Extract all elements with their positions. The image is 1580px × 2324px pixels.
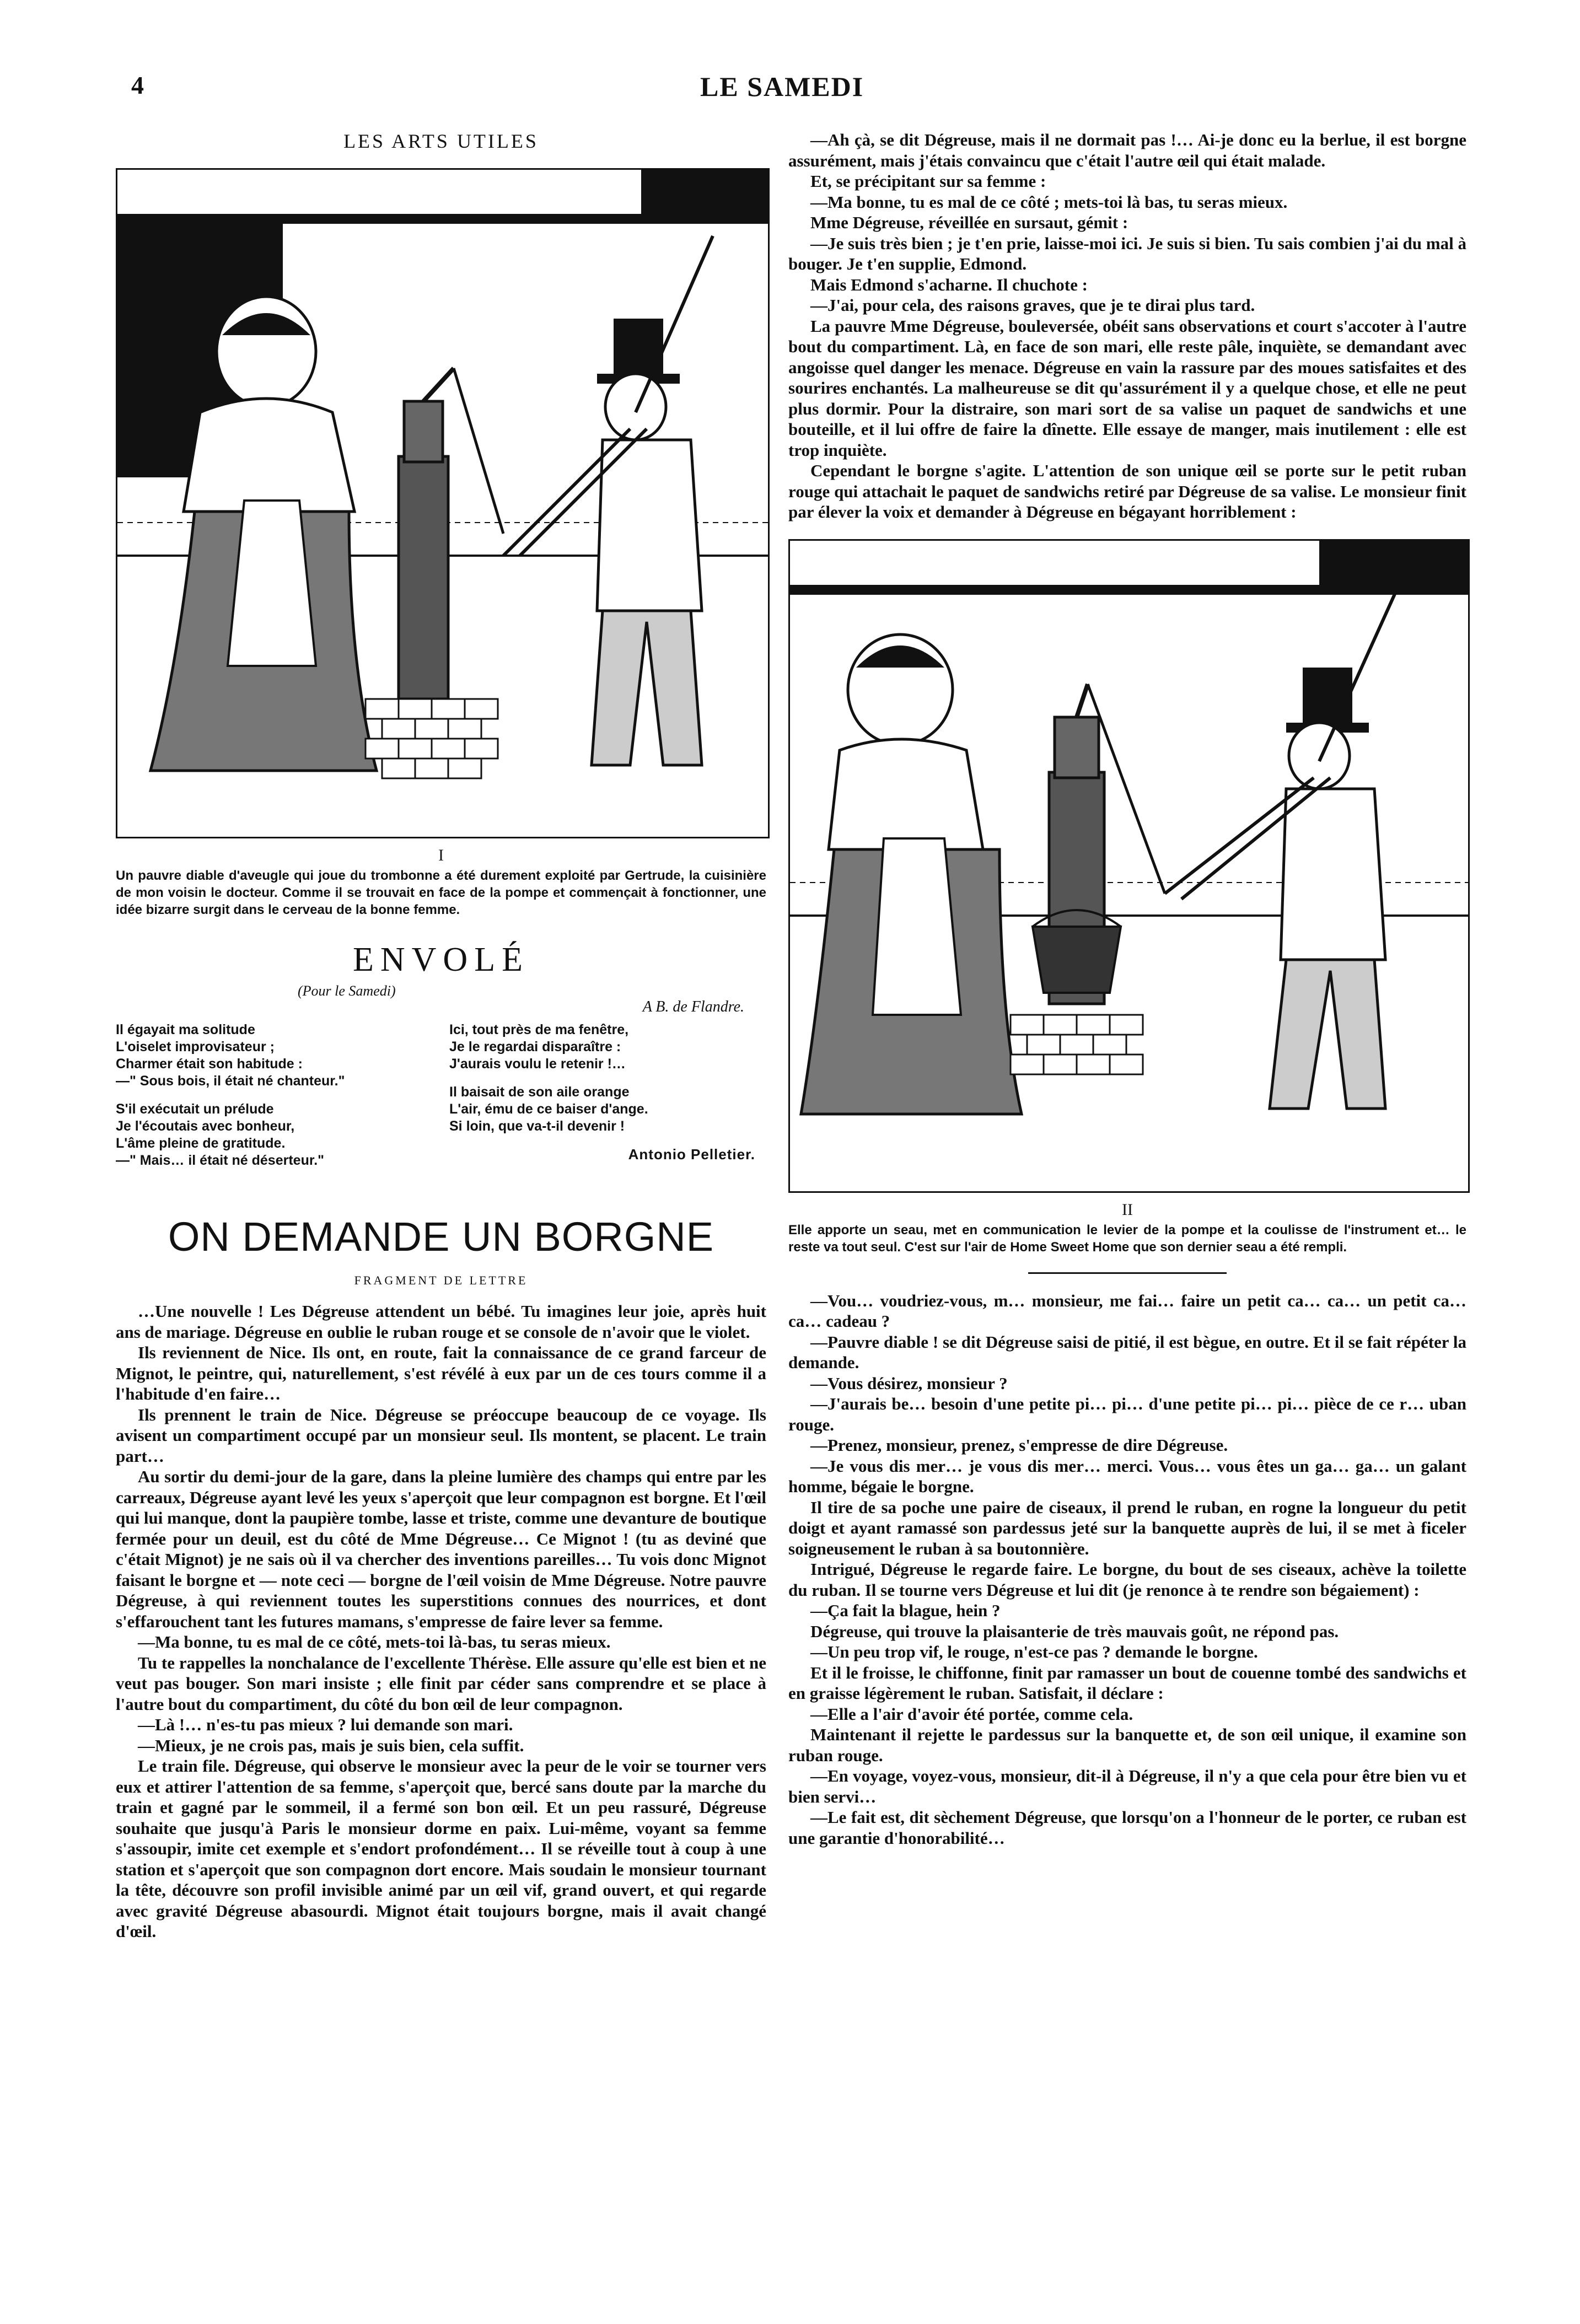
paragraph: Intrigué, Dégreuse le regarde faire. Le borgne, du bout de ses ciseaux, achève la toilette du ruban. Il se tourne vers Dégreuse et lui dit (je renonce à te rendre son bégaiement) : xyxy=(788,1559,1466,1600)
paragraph: —Le fait est, dit sèchement Dégreuse, que lorsqu'on a l'honneur de le porter, ce ruban est une garantie d'honorabilité… xyxy=(788,1807,1466,1848)
article-headline: ON DEMANDE UN BORGNE xyxy=(168,1214,714,1260)
paragraph: Maintenant il rejette le pardessus sur la banquette et, de son œil unique, il examine son ruban rouge. xyxy=(788,1725,1466,1765)
illustration-1-drawing xyxy=(117,170,768,837)
paragraph: Ils reviennent de Nice. Ils ont, en route, fait la connaissance de ce grand farceur de Mignot, le peintre, qui, naturellement, s'est révélé à eux par un de ces tours comme il a l'habitude d'en faire… xyxy=(116,1343,766,1403)
paragraph: Dégreuse, qui trouve la plaisanterie de très mauvais goût, ne répond pas. xyxy=(810,1621,1339,1641)
paragraph: —Vous désirez, monsieur ? xyxy=(810,1373,1008,1393)
poem-dedication: A B. de Flandre. xyxy=(642,998,744,1015)
poem-line: S'il exécutait un prélude xyxy=(116,1101,274,1117)
paragraph: Au sortir du demi-jour de la gare, dans la pleine lumière des champs qui entre par les carreaux, Dégreuse ayant levé les yeux s'aperçoit que leur compagnon est borgne. Et l'œil qui lui manque, dont la paupière tombe, lasse et triste, comme une devanture de boutique fermée pour un deuil, est du côté de Mme Dégreuse… Ce Mignot ! (tu as deviné que c'était Mignot) je ne sais où il va chercher des inventions pareilles… Tu vois donc Mignot faisant le borgne et — note ceci — borgne de l'œil voisin de Mme Dégreuse. Notre pauvre Dégreuse, à qui reviennent toutes les superstitions connues des nourrices, et dont s'effarouchent tant les futures mamans, s'empresse de faire lever sa femme. xyxy=(116,1467,766,1631)
paragraph: Mme Dégreuse, réveillée en sursaut, gémit : xyxy=(810,213,1128,232)
poem-stanza xyxy=(116,1021,433,1090)
paragraph: —Mieux, je ne crois pas, mais je suis bien, cela suffit. xyxy=(138,1735,524,1755)
paragraph: —Je vous dis mer… je vous dis mer… merci. Vous… vous êtes un ga… ga… un galant homme, bégaie le borgne. xyxy=(788,1456,1466,1496)
poem-line: Il égayait ma solitude xyxy=(116,1022,255,1037)
poem-body xyxy=(116,1021,766,1180)
poem-line: Charmer était son habitude : xyxy=(116,1056,303,1072)
poem-right-column xyxy=(449,1021,766,1180)
paragraph: —Ma bonne, tu es mal de ce côté, mets-toi là-bas, tu seras mieux. xyxy=(138,1632,611,1651)
figure-2-caption: Elle apporte un seau, met en communication le levier de la pompe et la coulisse de l'instrument et… le reste va tout seul. C'est sur l'air de Home Sweet Home que son dernier seau a été rempli. xyxy=(788,1222,1466,1255)
poem-line: —" Sous bois, il était né chanteur." xyxy=(116,1073,345,1089)
paragraph: —Je suis très bien ; je t'en prie, laisse-moi ici. Je suis si bien. Tu sais combien j'ai du mal à bouger. Je t'en supplie, Edmond. xyxy=(788,233,1466,273)
poem-line: Je le regardai disparaître : xyxy=(449,1039,621,1055)
section-divider xyxy=(1028,1272,1227,1274)
running-title: LE SAMEDI xyxy=(700,71,864,102)
page-number: 4 xyxy=(131,71,144,99)
poem-line: —" Mais… il était né déserteur." xyxy=(116,1153,324,1168)
paragraph: Et, se précipitant sur sa femme : xyxy=(810,171,1046,191)
article-body-left xyxy=(116,1301,766,1942)
poem-subtitle: (Pour le Samedi) xyxy=(298,983,396,999)
paragraph: —Prenez, monsieur, prenez, s'empresse de dire Dégreuse. xyxy=(810,1435,1228,1455)
paragraph: —Ça fait la blague, hein ? xyxy=(810,1601,1001,1620)
poem-line: Si loin, que va-t-il devenir ! xyxy=(449,1118,625,1134)
paragraph: Cependant le borgne s'agite. L'attention de son unique œil se porte sur le petit ruban rouge qui attachait le paquet de sandwichs retiré par Dégreuse de sa valise. Le monsieur finit par élever la voix et demander à Dégreuse en bégayant horriblement : xyxy=(788,461,1466,521)
poem-line: J'aurais voulu le retenir !… xyxy=(449,1056,626,1072)
paragraph: La pauvre Mme Dégreuse, bouleversée, obéit sans observations et court s'accoter à l'autre bout du compartiment. Là, en face de son mari, elle reste pâle, inquiète, se demandant avec angoisse quel danger les menace. Dégreuse en vain la rassure par des moues satisfaites et des sourires enchantés. La malheureuse se dit qu'assurément il y a quelque chose, et elle ne peut plus dormir. Pour la distraire, son mari sort de sa valise un paquet de sandwichs et une bouteille, et il lui offre de faire la dînette. Elle essaye de manger, mais inutilement : elle est trop inquiète. xyxy=(788,316,1466,460)
poem-stanza xyxy=(116,1101,433,1169)
poem-title: ENVOLÉ xyxy=(353,941,529,978)
paragraph: —J'ai, pour cela, des raisons graves, que je te dirai plus tard. xyxy=(810,295,1255,315)
poem-line: Il baisait de son aile orange xyxy=(449,1084,630,1100)
paragraph: Il tire de sa poche une paire de ciseaux, il prend le ruban, en rogne la longueur du petit doigt et ayant ramassé son pardessus jeté sur la banquette auprès de lui, il se met à ficeler soigneusement le ruban à sa boutonnière. xyxy=(788,1497,1466,1558)
poem-signature: Antonio Pelletier. xyxy=(628,1146,755,1163)
paragraph: —Pauvre diable ! se dit Dégreuse saisi de pitié, il est bègue, en outre. Et il se fait répéter la demande. xyxy=(788,1332,1466,1372)
article-body-right-top xyxy=(788,130,1466,523)
poem-line: Ici, tout près de ma fenêtre, xyxy=(449,1022,629,1037)
paragraph: —Elle a l'air d'avoir été portée, comme cela. xyxy=(810,1704,1133,1724)
section-label: LES ARTS UTILES xyxy=(343,130,539,152)
paragraph: —Là !… n'es-tu pas mieux ? lui demande son mari. xyxy=(138,1715,513,1734)
paragraph: —Un peu trop vif, le rouge, n'est-ce pas ? demande le borgne. xyxy=(810,1642,1258,1661)
paragraph: Ils prennent le train de Nice. Dégreuse se préoccupe beaucoup de ce voyage. Ils avisent un compartiment occupé par un monsieur seul. Ils montent, se placent. Le train part… xyxy=(116,1405,766,1466)
figure-1-caption: Un pauvre diable d'aveugle qui joue du trombonne a été durement exploité par Gertrude, la cuisinière de mon voisin le docteur. Comme il se trouvait en face de la pompe et commençait à fonctionner, une idée bizarre surgit dans le cerveau de la bonne femme. xyxy=(116,868,766,917)
paragraph: —En voyage, voyez-vous, monsieur, dit-il à Dégreuse, il n'y a que cela pour être bien vu et bien servi… xyxy=(788,1766,1466,1806)
poem-line: Je l'écoutais avec bonheur, xyxy=(116,1118,295,1134)
figure-1-number: I xyxy=(438,846,444,864)
poem-line: L'âme pleine de gratitude. xyxy=(116,1136,286,1151)
paragraph: —Ma bonne, tu es mal de ce côté ; mets-toi là bas, tu seras mieux. xyxy=(810,192,1288,212)
paragraph: —Ah çà, se dit Dégreuse, mais il ne dormait pas !… Ai-je donc eu la berlue, il est borgne assurément, mais j'étais convaincu que c'était l'autre œil qui était malade. xyxy=(788,130,1466,170)
paragraph: Mais Edmond s'acharne. Il chuchote : xyxy=(810,275,1088,294)
paragraph: …Une nouvelle ! Les Dégreuse attendent un bébé. Tu imagines leur joie, après huit ans de mariage. Dégreuse en oublie le ruban rouge et se console de n'avoir que le violet. xyxy=(116,1301,766,1342)
illustration-2 xyxy=(788,539,1470,1193)
illustration-2-drawing xyxy=(790,541,1468,1191)
left-column xyxy=(116,130,766,1942)
article-subhead: FRAGMENT DE LETTRE xyxy=(354,1273,528,1287)
illustration-1 xyxy=(116,168,770,838)
poem-stanza xyxy=(449,1084,766,1135)
poem-line: L'oiselet improvisateur ; xyxy=(116,1039,275,1055)
paragraph: —J'aurais be… besoin d'une petite pi… pi… d'une petite pi… pi… pièce de ce r… uban rouge. xyxy=(788,1394,1466,1434)
paragraph: —Vou… voudriez-vous, m… monsieur, me fai… faire un petit ca… ca… un petit ca… ca… cadeau ? xyxy=(788,1290,1466,1331)
article-body-right-bottom xyxy=(788,1290,1466,1849)
right-column xyxy=(788,130,1466,1848)
paragraph: Et il le froisse, le chiffonne, finit par ramasser un bout de couenne tombé des sandwichs et en graisse légèrement le ruban. Satisfait, il déclare : xyxy=(788,1663,1466,1703)
paragraph: Le train file. Dégreuse, qui observe le monsieur avec la peur de le voir se tourner vers eux et attirer l'attention de sa femme, s'aperçoit que, bercé sans doute par la marche du train et gagné par le sommeil, il a fermé son bon œil. Et un peu rassuré, Dégreuse souhaite que jusqu'à Paris le monsieur dorme en paix. Lui-même, voyant sa femme s'assoupir, imite cet exemple et s'endort profondément… Il se réveille tout à coup à une station et s'aperçoit que son compagnon dort encore. Mais soudain le monsieur tournant la tête, découvre son profil invisible animé par un œil vif, grand ouvert, et qui regarde avec gravité Dégreuse abasourdi. Mignot était toujours borgne, mais il avait changé d'œil. xyxy=(116,1756,766,1941)
figure-2-number: II xyxy=(1122,1200,1133,1219)
paragraph: Tu te rappelles la nonchalance de l'excellente Thérèse. Elle assure qu'elle est bien et ne veut pas bouger. Son mari insiste ; elle finit par céder sans comprendre et se place à l'autre bout du compartiment, du côté du bon œil de leur compagnon. xyxy=(116,1653,766,1714)
poem-stanza xyxy=(449,1021,766,1073)
poem-line: L'air, ému de ce baiser d'ange. xyxy=(449,1101,648,1117)
poem-left-column xyxy=(116,1021,433,1180)
